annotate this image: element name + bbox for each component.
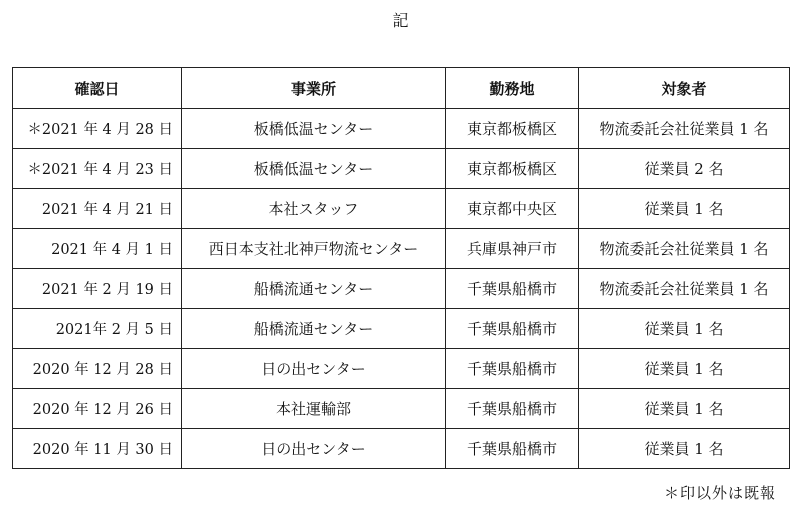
cell-date: 2021 年 2 月 19 日 (13, 269, 182, 309)
cell-office: 船橋流通センター (182, 269, 446, 309)
cell-target: 物流委託会社従業員 1 名 (579, 269, 790, 309)
cell-office: 西日本支社北神戸物流センター (182, 229, 446, 269)
cell-location: 東京都板橋区 (446, 149, 579, 189)
cell-date: 2020 年 12 月 26 日 (13, 389, 182, 429)
cell-target: 物流委託会社従業員 1 名 (579, 229, 790, 269)
cell-location: 千葉県船橋市 (446, 269, 579, 309)
table-row (13, 389, 790, 429)
cell-target: 従業員 2 名 (579, 149, 790, 189)
column-header-target: 対象者 (579, 68, 790, 109)
table-header-row (13, 68, 790, 109)
cell-date: 2021 年 4 月 21 日 (13, 189, 182, 229)
cell-target: 従業員 1 名 (579, 429, 790, 469)
column-header-location: 勤務地 (446, 68, 579, 109)
cell-date: 2020 年 11 月 30 日 (13, 429, 182, 469)
cell-location: 千葉県船橋市 (446, 349, 579, 389)
table-row (13, 349, 790, 389)
cell-date: ＊2021 年 4 月 23 日 (13, 149, 182, 189)
footnote: ＊印以外は既報 (663, 484, 776, 502)
table-row (13, 189, 790, 229)
table-row (13, 149, 790, 189)
cell-date: 2020 年 12 月 28 日 (13, 349, 182, 389)
cell-office: 板橋低温センター (182, 109, 446, 149)
cell-target: 物流委託会社従業員 1 名 (579, 109, 790, 149)
cell-target: 従業員 1 名 (579, 349, 790, 389)
cell-location: 東京都板橋区 (446, 109, 579, 149)
table-row (13, 269, 790, 309)
cell-office: 本社スタッフ (182, 189, 446, 229)
table-row (13, 429, 790, 469)
cell-location: 東京都中央区 (446, 189, 579, 229)
cell-location: 兵庫県神戸市 (446, 229, 579, 269)
cell-target: 従業員 1 名 (579, 189, 790, 229)
cell-date: ＊2021 年 4 月 28 日 (13, 109, 182, 149)
confirmation-table (12, 67, 790, 469)
table-row (13, 309, 790, 349)
cell-office: 日の出センター (182, 429, 446, 469)
cell-location: 千葉県船橋市 (446, 309, 579, 349)
cell-date: 2021 年 4 月 1 日 (13, 229, 182, 269)
cell-office: 船橋流通センター (182, 309, 446, 349)
cell-location: 千葉県船橋市 (446, 429, 579, 469)
cell-office: 板橋低温センター (182, 149, 446, 189)
document-heading: 記 (392, 11, 410, 30)
cell-date: 2021年 2 月 5 日 (13, 309, 182, 349)
cell-target: 従業員 1 名 (579, 389, 790, 429)
table-row (13, 229, 790, 269)
cell-location: 千葉県船橋市 (446, 389, 579, 429)
column-header-date: 確認日 (13, 68, 182, 109)
column-header-office: 事業所 (182, 68, 446, 109)
cell-office: 本社運輸部 (182, 389, 446, 429)
cell-office: 日の出センター (182, 349, 446, 389)
cell-target: 従業員 1 名 (579, 309, 790, 349)
table-row (13, 109, 790, 149)
